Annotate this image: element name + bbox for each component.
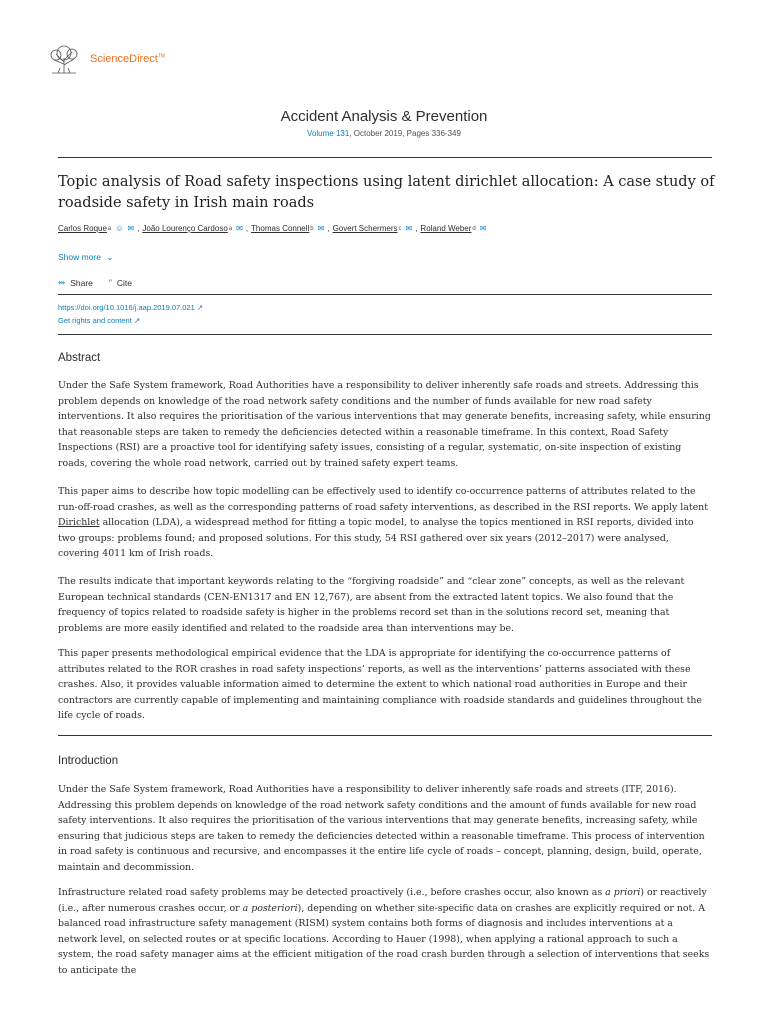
- author-name[interactable]: Carlos Roque: [58, 224, 107, 233]
- introduction-paragraph: Infrastructure related road safety problems may be detected proactively (i.e., before crashes occur, also known as a priori) or reactively (i.e., after numerous crashes occur, or a posteriori), depending on whether site-specific data on crashes are explicitly required or not. A balanced road infrastructure safety management (RISM) system contains both forms of diagnosis and includes interventions at a network level, on selected routes or at specific locations. According to Hauer (1998), when applying a rational approach to such a system, the road safety manager aims at the efficient mitigation of the road crash burden through a selection of interventions that seeks to anticipate the: [58, 887, 710, 976]
- abstract-paragraph: This paper aims to describe how topic modelling can be effectively used to identify co-occurrence patterns of attributes related to the run-off-road crashes, as well as the corresponding patterns of road safety interventions, as described in the RSI reports. We apply latent Dirichlet allocation (LDA), a widespread method for fitting a topic model, to analyse the topics mentioned in RSI reports, divided into two groups: problems found; and proposed solutions. For this study, 54 RSI gathered over six years (2012–2017) were analysed, covering 4011 km of Irish roads.: [58, 486, 708, 560]
- email-icon[interactable]: ✉: [127, 224, 135, 233]
- external-link-icon: ↗: [196, 303, 204, 312]
- article-actions: [58, 277, 132, 288]
- abstract-heading: Abstract: [58, 352, 101, 364]
- external-link-icon: ↗: [133, 316, 141, 325]
- journal-header: [0, 108, 768, 138]
- introduction-paragraph: Under the Safe System framework, Road Authorities have a responsibility to deliver inherently safe roads and streets (ITF, 2016). Addressing this problem depends on knowledge of the road network safety conditions and the amount of funds available for new road safety interventions. It also requires the prioritisation of the various interventions that may generate benefits, increasing safety, while ensuring that judicious steps are taken to remedy the deficiencies detected within a reasonable timeframe. This process of intervention in road safety is continuous and recursive, and encompasses it the entire life cycle of roads – concept, planning, design, build, operate, maintain and decommission.: [58, 784, 705, 873]
- divider: [58, 294, 712, 295]
- divider: [58, 157, 712, 158]
- author-affiliation: d: [472, 225, 476, 232]
- email-icon[interactable]: ✉: [317, 224, 325, 233]
- author-affiliation: a: [107, 225, 112, 232]
- chevron-down-icon: ⌄: [106, 252, 114, 262]
- separator: ,: [245, 224, 249, 233]
- cite-label: Cite: [116, 277, 133, 288]
- author-item[interactable]: [142, 224, 242, 233]
- dirichlet-link[interactable]: Dirichlet: [58, 517, 100, 529]
- author-item[interactable]: [420, 224, 486, 233]
- author-affiliation: c: [398, 225, 402, 232]
- email-icon[interactable]: ✉: [236, 224, 243, 233]
- divider: [58, 735, 712, 736]
- volume-link[interactable]: Volume 131: [307, 129, 350, 138]
- show-more-button[interactable]: [58, 252, 114, 263]
- article-title: Topic analysis of Road safety inspections using latent dirichlet allocation: A case study of roadside safety in Irish main roads: [58, 174, 715, 211]
- separator: ,: [327, 224, 330, 233]
- introduction-heading: Introduction: [58, 755, 119, 767]
- email-icon[interactable]: ✉: [405, 224, 413, 233]
- author-list: [58, 224, 486, 233]
- author-name[interactable]: Govert Schermers: [332, 224, 398, 233]
- cite-button[interactable]: [109, 277, 132, 288]
- quote-icon: ”: [108, 277, 112, 288]
- separator: ,: [415, 224, 418, 233]
- article-links: [58, 301, 203, 327]
- brand-name[interactable]: ScienceDirect™: [90, 53, 166, 65]
- author-affiliation: b: [310, 225, 314, 232]
- author-affiliation: a: [228, 225, 233, 232]
- separator: ,: [137, 224, 140, 233]
- abstract-paragraph: This paper presents methodological empirical evidence that the LDA is appropriate for identifying the co-occurrence patterns of attributes related to the ROR crashes in road safety inspections’ reports, as well as the interventions’ patterns associated with these crashes. Also, it provides valuable information aimed to determine the extent to which national road authorities in Europe and their contractors are currently capable of implementing and maintaining compliance with roadside standards and guidelines throughout the life cycle of roads.: [58, 648, 702, 722]
- share-icon: ⥈: [58, 277, 66, 287]
- abstract-paragraph: The results indicate that important keywords relating to the “forgiving roadside” and “clear zone” concepts, as well as the relevant European technical standards (CEN-EN1317 and EN 12,767), are absent from the extracted latent topics. We also found that the frequency of topics related to roadside safety is higher in the problems record set than in the solutions record set, meaning that problems are more easily identified and related to the roadside area than interventions may be.: [58, 576, 685, 634]
- author-item[interactable]: [58, 224, 134, 233]
- show-more-label: Show more: [58, 252, 101, 262]
- publisher-logo[interactable]: [46, 44, 165, 74]
- author-item[interactable]: [251, 224, 324, 233]
- rights-link[interactable]: Get rights and content ↗: [58, 316, 141, 325]
- author-name[interactable]: João Lourenço Cardoso: [142, 224, 228, 233]
- author-name[interactable]: Thomas Connell: [251, 224, 310, 233]
- issue-info: , October 2019, Pages 336-349: [349, 129, 461, 138]
- abstract-paragraph: Under the Safe System framework, Road Authorities have a responsibility to deliver inherently safe roads and streets. Addressing this problem depends on knowledge of the road network safety conditions and the number of funds available for new road safety interventions. It also requires the prioritisation of the various interventions that may generate benefits, increasing safety, while ensuring that reasonable steps are taken to remedy the deficiencies detected within a reasonable timeframe. In this context, Road Safety Inspections (RSI) are a proactive tool for identifying safety issues, consisting of a regular, systematic, on-site inspection of existing roads, covering the whole road network, carried out by trained safety expert teams.: [58, 380, 711, 469]
- elsevier-tree-icon: [46, 44, 82, 74]
- email-icon[interactable]: ✉: [479, 224, 487, 233]
- journal-title[interactable]: Accident Analysis & Prevention: [280, 108, 488, 125]
- journal-meta: [0, 129, 768, 138]
- divider: [58, 334, 712, 335]
- author-item[interactable]: [333, 224, 413, 233]
- doi-link[interactable]: https://doi.org/10.1016/j.aap.2019.07.021 ↗: [58, 303, 204, 312]
- share-button[interactable]: [58, 277, 93, 288]
- person-icon[interactable]: ☺: [115, 224, 124, 233]
- share-label: Share: [70, 277, 93, 288]
- author-name[interactable]: Roland Weber: [420, 224, 472, 233]
